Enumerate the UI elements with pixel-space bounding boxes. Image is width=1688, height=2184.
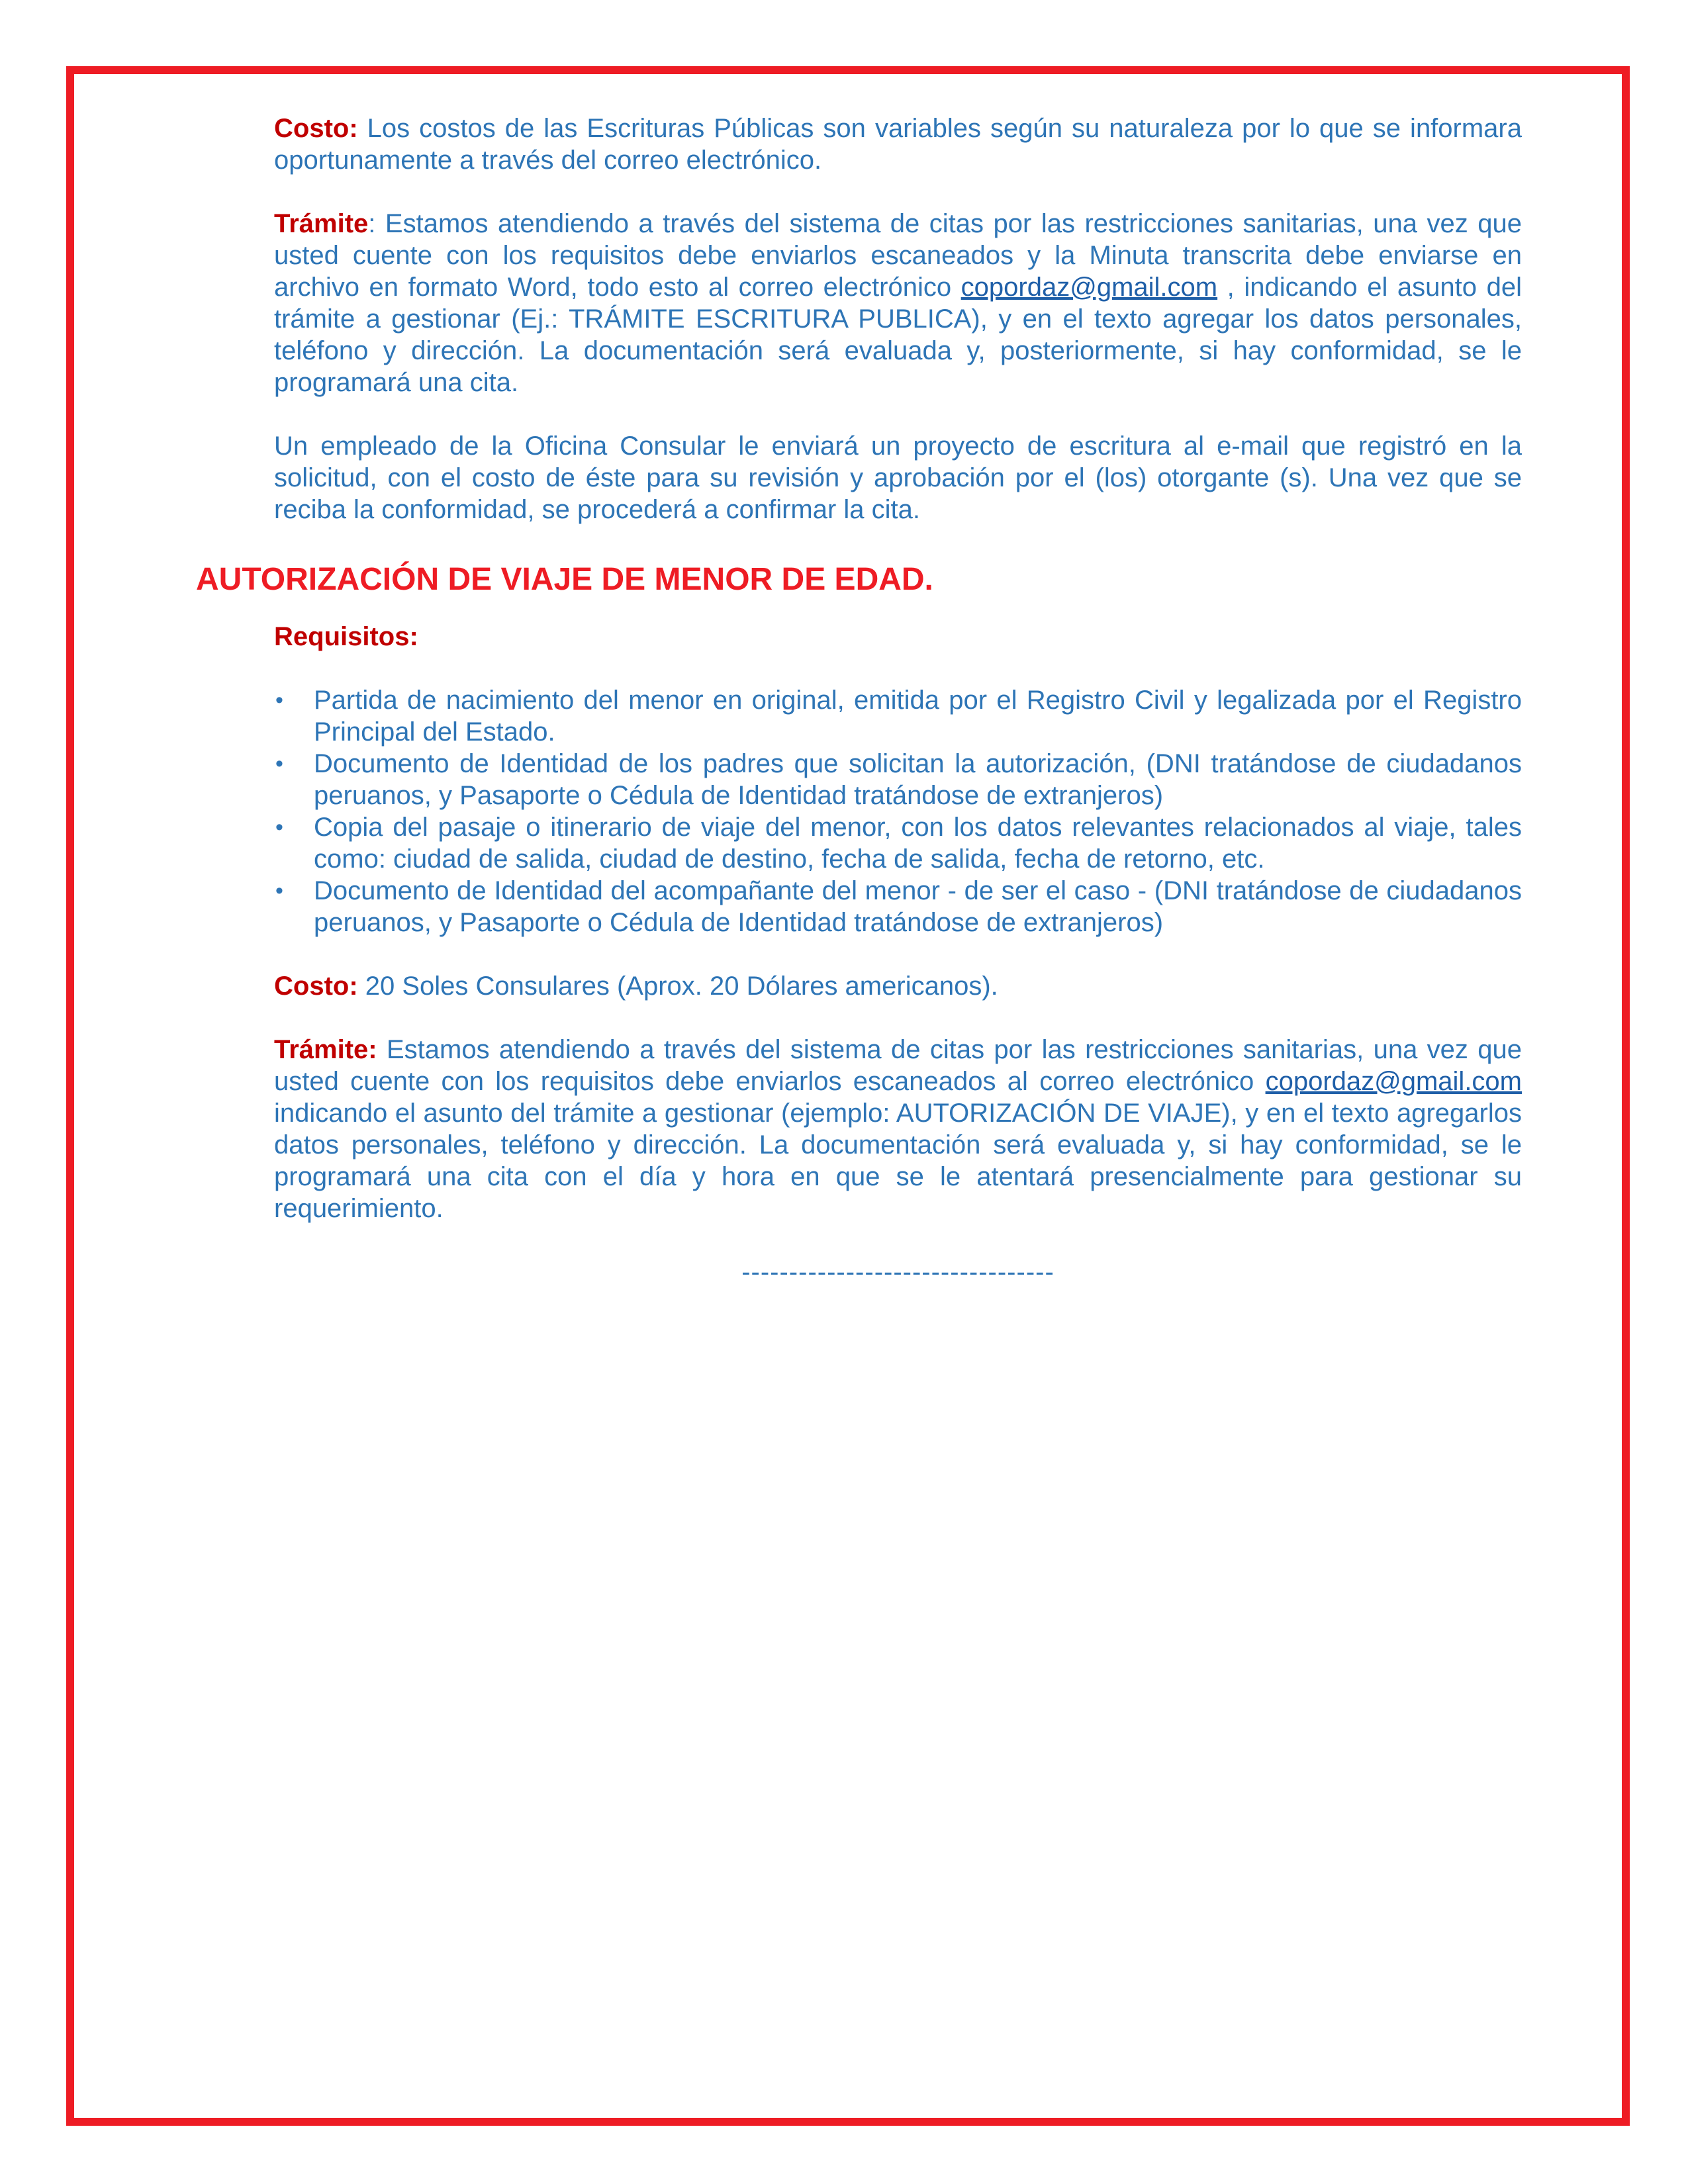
tramite-text: : Estamos atendiendo a través del sistema de citas por las restricciones sanitarias, una vez que usted cuente con los requisitos debe enviarlos escaneados y la Minuta transcrita debe enviarse en archivo en formato Word, todo esto al correo electrónico	[274, 209, 1522, 302]
list-item-text: Documento de Identidad de los padres que solicitan la autorización, (DNI tratándose de ciudadanos peruanos, y Pasaporte o Cédula de Identidad tratándose de extranjeros)	[314, 749, 1522, 810]
email-link[interactable]: copordaz@gmail.com	[961, 273, 1218, 302]
bullet-icon: •	[275, 688, 283, 713]
requisitos-label: Requisitos:	[274, 622, 418, 651]
tramite-label-2: Trámite:	[274, 1035, 377, 1064]
list-item-text: Documento de Identidad del acompañante del menor - de ser el caso - (DNI tratándose de ciudadanos peruanos, y Pasaporte o Cédula de Identidad tratándose de extranjeros)	[314, 876, 1522, 937]
tramite-paragraph	[274, 208, 1522, 398]
tramite-label: Trámite	[274, 209, 369, 238]
bullet-icon: •	[275, 815, 283, 840]
list-item	[274, 748, 1522, 811]
autorizacion-section	[274, 621, 1522, 1288]
tramite-text-2: Estamos atendiendo a través del sistema de citas por las restricciones sanitarias, una vez que usted cuente con los requisitos debe enviarlos escaneados al correo electrónico	[274, 1035, 1522, 1096]
requisitos-list	[274, 684, 1522, 938]
list-item	[274, 811, 1522, 875]
escrituras-section	[274, 113, 1522, 525]
costo-label-2: Costo:	[274, 972, 358, 1001]
costo-label: Costo:	[274, 114, 358, 143]
list-item	[274, 875, 1522, 938]
costo-text-2: 20 Soles Consulares (Aprox. 20 Dólares americanos).	[357, 972, 998, 1001]
list-item-text: Copia del pasaje o itinerario de viaje del menor, con los datos relevantes relacionados al viaje, tales como: ciudad de salida, ciudad de destino, fecha de salida, fecha de retorno, etc.	[314, 813, 1522, 874]
costo-paragraph-2	[274, 970, 1522, 1002]
empleado-paragraph: Un empleado de la Oficina Consular le enviará un proyecto de escritura al e-mail que registró en la solicitud, con el costo de éste para su revisión y aprobación por el (los) otorgante (s). Una vez que se reciba la conformidad, se procederá a confirmar la cita.	[274, 432, 1522, 524]
bullet-icon: •	[275, 751, 283, 776]
list-item-text: Partida de nacimiento del menor en original, emitida por el Registro Civil y legalizada por el Registro Principal del Estado.	[314, 686, 1522, 747]
section-heading: AUTORIZACIÓN DE VIAJE DE MENOR DE EDAD.	[196, 562, 933, 597]
tramite-text-2-continued: indicando el asunto del trámite a gestionar (ejemplo: AUTORIZACIÓN DE VIAJE), y en el texto agregarlos datos personales, teléfono y dirección. La documentación será evaluada y, si hay conformidad, se le programará una cita con el día y hora en que se le atentará presencialmente para gestionar su requerimiento.	[274, 1099, 1522, 1223]
tramite-text-continued: , indicando el asunto del trámite a gestionar (Ej.: TRÁMITE ESCRITURA PUBLICA), y en el texto agregar los datos personales, teléfono y dirección. La documentación será evaluada y, posteriormente, si hay conformidad, se le programará una cita.	[274, 273, 1522, 397]
costo-paragraph	[274, 113, 1522, 176]
separator-line: ---------------------------------	[741, 1257, 1055, 1287]
list-item	[274, 684, 1522, 748]
bullet-icon: •	[275, 878, 283, 903]
email-link-2[interactable]: copordaz@gmail.com	[1265, 1067, 1522, 1096]
tramite-paragraph-2	[274, 1034, 1522, 1224]
costo-text: Los costos de las Escrituras Públicas son variables según su naturaleza por lo que se informara oportunamente a través del correo electrónico.	[274, 114, 1522, 175]
